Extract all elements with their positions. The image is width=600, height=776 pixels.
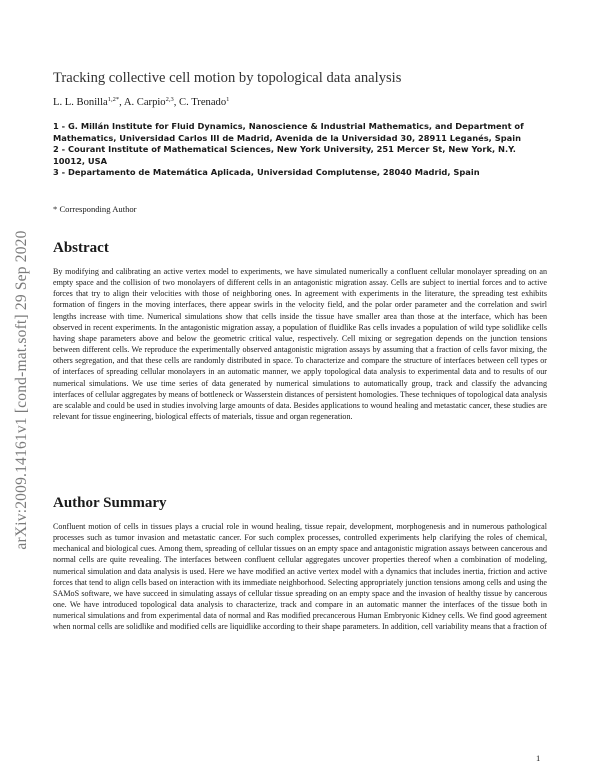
author-name: C. Trenado xyxy=(179,97,227,108)
author-affiliation-marker: 1,2* xyxy=(107,96,120,103)
arxiv-sidebar xyxy=(0,180,44,600)
affiliations xyxy=(53,121,547,179)
author-summary-heading: Author Summary xyxy=(53,495,167,511)
affiliation: 3 - Departamento de Matemática Aplicada, Universidad Complutense, 28040 Madrid, Spain xyxy=(53,167,480,178)
page-number: 1 xyxy=(536,753,541,763)
author-list: L. L. Bonilla$^{1,2*}$, A. Carpio$^{2,3}$, C. Trenado$^1$ xyxy=(53,96,230,108)
author-affiliation-marker: 1 xyxy=(226,96,230,103)
paper-title: Tracking collective cell motion by topological data analysis xyxy=(53,70,402,86)
author-affiliation-marker: 2,3 xyxy=(165,96,174,103)
arxiv-identifier: arXiv:2009.14161v1 [cond-mat.soft] 29 Sep 2020 xyxy=(13,230,30,550)
affiliation: 2 - Courant Institute of Mathematical Sciences, New York University, 251 Mercer St, New York, N.Y. 10012, USA xyxy=(53,144,516,166)
corresponding-author-note: * Corresponding Author xyxy=(53,204,137,214)
author-name: A. Carpio xyxy=(123,97,166,108)
author-summary-text: Confluent motion of cells in tissues plays a crucial role in wound healing, tissue repair, development, morphogenesis and in numerous pathological processes such as tumor invasion and metastatic cancer. For such complex processes, controlled experiments help clarifying the roles of chemical, mechanical and biological cues. Among them, spreading of cellular tissues on an empty space and antagonistic migration assays between cancerous and normal cells are quite revealing. The interfaces between confluent cellular aggregates uncover properties thereof when a combination of modeling, numerical simulation and data analysis is used. Here we have modified an active vertex model with a dynamics that includes inertia, friction and active forces that tend to align cells based on interaction with its immediate neighborhood. Selecting appropriately junction tensions among cells and using the SAMoS software, we have succeed in simulating assays of cellular tissue spreading on an empty space and the invasion of healthy tissue by cancerous one. We have introduced topological data analysis to characterize, track and compare in an automatic manner the interfaces of the tissue both in numerical simulations and from experimental data of normal and Ras modified precancerous Human Embryonic Kidney cells. We find good agreement when normal cells are solidlike and modified cells are liquidlike according to their shape parameters. In addition, cell variability means that a fraction of xyxy=(53,522,547,632)
affiliation: 1 - G. Millán Institute for Fluid Dynamics, Nanoscience & Industrial Mathematics, and Department of Mathematics, Universidad Carlos III de Madrid, Avenida de la Universidad 30, 28911 Leganés, Spain xyxy=(53,121,524,143)
abstract-text: By modifying and calibrating an active vertex model to experiments, we have simulated numerically a confluent cellular monolayer spreading on an empty space and the collision of two monolayers of different cells in an antagonistic migration assay. Cells are subject to inertial forces and to active forces that try to align their velocities with those of neighboring ones. In agreement with experiments in the literature, the spreading test exhibits formation of fingers in the moving interfaces, there appear swirls in the velocity field, and the polar order parameter and the correlation and swirl lengths increase with time. Numerical simulations show that cells inside the tissue have smaller area than those at the interface, which has been observed in recent experiments. In the antagonistic migration assay, a population of fluidlike Ras cells invades a population of wild type solidlike cells having shape parameters above and below the geometric critical value, respectively. Cell mixing or segregation depends on the junction tensions between different cells. We reproduce the experimentally observed antagonistic migration assays by assuming that a fraction of cells favor mixing, the others segregation, and that these cells are randomly distributed in space. To characterize and compare the structure of interfaces between cell types or of interfaces of spreading cellular monolayers in an automatic manner, we apply topological data analysis to experimental data and to results of our numerical simulations. We use time series of data generated by numerical simulations to automatically group, track and classify the advancing interfaces of cellular aggregates by means of bottleneck or Wasserstein distances of persistent homologies. These techniques of topological data analysis are scalable and could be used in studies involving large amounts of data. Besides applications to wound healing and metastatic cancer, these studies are relevant for tissue engineering, biological effects of materials, tissue and organ regeneration. xyxy=(53,267,547,422)
author-name: L. L. Bonilla xyxy=(53,97,108,108)
abstract-heading: Abstract xyxy=(53,240,109,256)
